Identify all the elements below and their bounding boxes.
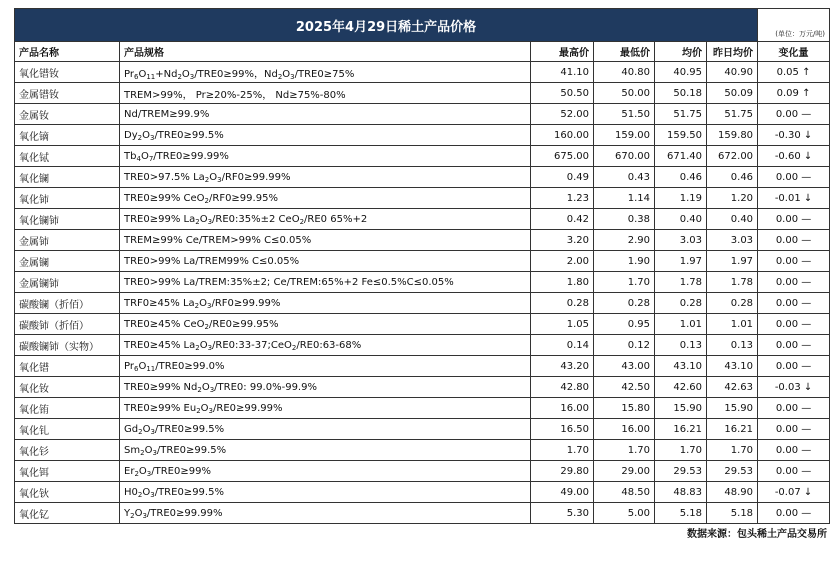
cell-prev: 16.21 bbox=[707, 419, 758, 440]
cell-avg: 0.46 bbox=[655, 167, 707, 188]
cell-high: 0.14 bbox=[531, 335, 594, 356]
cell-avg: 0.13 bbox=[655, 335, 707, 356]
cell-name: 碳酸铈（折佰） bbox=[15, 314, 120, 335]
cell-change: 0.00 — bbox=[758, 461, 830, 482]
cell-change: 0.09 ↑ bbox=[758, 83, 830, 104]
cell-avg: 0.40 bbox=[655, 209, 707, 230]
cell-change: 0.00 — bbox=[758, 104, 830, 125]
cell-avg: 42.60 bbox=[655, 377, 707, 398]
cell-spec: $Pr_6O_{11}/TRE0\ge 99.0\%$ bbox=[120, 356, 531, 377]
table-row bbox=[15, 440, 830, 461]
cell-high: 160.00 bbox=[531, 125, 594, 146]
table-row bbox=[15, 125, 830, 146]
cell-avg: 671.40 bbox=[655, 146, 707, 167]
cell-prev: 42.63 bbox=[707, 377, 758, 398]
header-prev: 昨日均价 bbox=[707, 42, 758, 62]
cell-prev: 0.46 bbox=[707, 167, 758, 188]
cell-high: 1.80 bbox=[531, 272, 594, 293]
cell-name: 氧化钬 bbox=[15, 482, 120, 503]
cell-change: 0.00 — bbox=[758, 251, 830, 272]
cell-low: 0.12 bbox=[594, 335, 655, 356]
table-row bbox=[15, 356, 830, 377]
cell-high: 1.70 bbox=[531, 440, 594, 461]
cell-low: 1.14 bbox=[594, 188, 655, 209]
table-row bbox=[15, 314, 830, 335]
footer-table bbox=[14, 524, 829, 541]
cell-avg: 29.53 bbox=[655, 461, 707, 482]
cell-name: 氧化镧铈 bbox=[15, 209, 120, 230]
table-row bbox=[15, 419, 830, 440]
cell-avg: 15.90 bbox=[655, 398, 707, 419]
cell-change: -0.03 ↓ bbox=[758, 377, 830, 398]
header-row bbox=[15, 42, 830, 62]
cell-high: 50.50 bbox=[531, 83, 594, 104]
cell-avg: 1.97 bbox=[655, 251, 707, 272]
cell-change: 0.00 — bbox=[758, 503, 830, 524]
cell-spec: $Sm_2O_3/TRE0\ge 99.5\%$ bbox=[120, 440, 531, 461]
cell-prev: 1.97 bbox=[707, 251, 758, 272]
table-row bbox=[15, 188, 830, 209]
cell-name: 氧化铕 bbox=[15, 398, 120, 419]
cell-change: 0.00 — bbox=[758, 440, 830, 461]
cell-prev: 1.70 bbox=[707, 440, 758, 461]
cell-prev: 40.90 bbox=[707, 62, 758, 83]
table-row bbox=[15, 230, 830, 251]
cell-spec: $Y_2O_3/TRE0\ge 99.99\%$ bbox=[120, 503, 531, 524]
cell-high: 29.80 bbox=[531, 461, 594, 482]
price-table bbox=[14, 8, 830, 524]
cell-spec: $Dy_2O_3/TRE0\ge 99.5\%$ bbox=[120, 125, 531, 146]
cell-name: 金属钕 bbox=[15, 104, 120, 125]
cell-spec: TRE0≥99% CeO$_2$/RF0≥99.95% bbox=[120, 188, 531, 209]
unit-label: (单位：万元/吨) bbox=[758, 9, 830, 42]
cell-change: 0.00 — bbox=[758, 293, 830, 314]
cell-name: 氧化镝 bbox=[15, 125, 120, 146]
cell-spec: TRE0≥99% $Eu_2O_3/RE0\ge 99.99\%$ bbox=[120, 398, 531, 419]
table-row bbox=[15, 62, 830, 83]
cell-spec: TRE0≥45% CeO$_2$/RE0≥99.95% bbox=[120, 314, 531, 335]
cell-spec: TRE0≥99% $La_2O_3/RE0:35\%\pm 2$ CeO$_2$/RE0 65%+2 bbox=[120, 209, 531, 230]
cell-prev: 50.09 bbox=[707, 83, 758, 104]
header-spec: 产品规格 bbox=[120, 42, 531, 62]
table-row bbox=[15, 293, 830, 314]
cell-prev: 29.53 bbox=[707, 461, 758, 482]
cell-avg: 51.75 bbox=[655, 104, 707, 125]
cell-change: 0.05 ↑ bbox=[758, 62, 830, 83]
table-row bbox=[15, 272, 830, 293]
title-row bbox=[15, 9, 830, 42]
table-row bbox=[15, 146, 830, 167]
cell-low: 16.00 bbox=[594, 419, 655, 440]
cell-spec: $Pr_6O_{11}+Nd_2O_3/TRE0\ge 99\%$，$Nd_2O_3/TRE0\ge 75\%$ bbox=[120, 62, 531, 83]
cell-name: 氧化钇 bbox=[15, 503, 120, 524]
cell-name: 氧化钆 bbox=[15, 419, 120, 440]
price-table-container bbox=[14, 8, 829, 541]
cell-low: 51.50 bbox=[594, 104, 655, 125]
cell-high: 42.80 bbox=[531, 377, 594, 398]
cell-low: 0.43 bbox=[594, 167, 655, 188]
cell-low: 29.00 bbox=[594, 461, 655, 482]
cell-name: 氧化钐 bbox=[15, 440, 120, 461]
cell-change: -0.07 ↓ bbox=[758, 482, 830, 503]
table-row bbox=[15, 461, 830, 482]
cell-high: 675.00 bbox=[531, 146, 594, 167]
cell-spec: TREM≥99% Ce/TREM>99% C≤0.05% bbox=[120, 230, 531, 251]
cell-name: 氧化铈 bbox=[15, 188, 120, 209]
cell-name: 氧化铒 bbox=[15, 461, 120, 482]
table-row bbox=[15, 104, 830, 125]
cell-prev: 1.78 bbox=[707, 272, 758, 293]
cell-name: 金属铈 bbox=[15, 230, 120, 251]
cell-low: 2.90 bbox=[594, 230, 655, 251]
cell-high: 41.10 bbox=[531, 62, 594, 83]
cell-prev: 43.10 bbox=[707, 356, 758, 377]
cell-avg: 3.03 bbox=[655, 230, 707, 251]
cell-name: 碳酸镧（折佰） bbox=[15, 293, 120, 314]
table-row bbox=[15, 377, 830, 398]
cell-spec: TRE0>99% La/TREM:35%±2; Ce/TREM:65%+2 Fe≤0.5%C≤0.05% bbox=[120, 272, 531, 293]
cell-prev: 0.40 bbox=[707, 209, 758, 230]
cell-low: 1.90 bbox=[594, 251, 655, 272]
cell-low: 48.50 bbox=[594, 482, 655, 503]
cell-prev: 159.80 bbox=[707, 125, 758, 146]
cell-low: 1.70 bbox=[594, 272, 655, 293]
cell-spec: TRE0>99% La/TREM99% C≤0.05% bbox=[120, 251, 531, 272]
cell-prev: 15.90 bbox=[707, 398, 758, 419]
cell-low: 50.00 bbox=[594, 83, 655, 104]
table-row bbox=[15, 167, 830, 188]
header-name: 产品名称 bbox=[15, 42, 120, 62]
cell-change: -0.30 ↓ bbox=[758, 125, 830, 146]
cell-name: 金属镧 bbox=[15, 251, 120, 272]
cell-high: 16.00 bbox=[531, 398, 594, 419]
cell-spec: TRE0≥45% $La_2O_3/RE0:33-37;CeO_2/RE0:63-68\%$ bbox=[120, 335, 531, 356]
cell-avg: 1.70 bbox=[655, 440, 707, 461]
cell-name: 氧化铽 bbox=[15, 146, 120, 167]
cell-prev: 48.90 bbox=[707, 482, 758, 503]
cell-avg: 40.95 bbox=[655, 62, 707, 83]
cell-high: 3.20 bbox=[531, 230, 594, 251]
cell-change: -0.01 ↓ bbox=[758, 188, 830, 209]
cell-avg: 1.19 bbox=[655, 188, 707, 209]
cell-spec: TRE0≥99% $Nd_2O_3/TRE0$: 99.0%-99.9% bbox=[120, 377, 531, 398]
cell-change: -0.60 ↓ bbox=[758, 146, 830, 167]
cell-spec: $H0_2O_3/TRE0\ge 99.5\%$ bbox=[120, 482, 531, 503]
table-row bbox=[15, 209, 830, 230]
cell-change: 0.00 — bbox=[758, 335, 830, 356]
cell-name: 氧化镨钕 bbox=[15, 62, 120, 83]
cell-prev: 0.28 bbox=[707, 293, 758, 314]
cell-high: 1.05 bbox=[531, 314, 594, 335]
cell-spec: TRF0≥45% $La_2O_3/RF0\ge 99.99\%$ bbox=[120, 293, 531, 314]
cell-prev: 3.03 bbox=[707, 230, 758, 251]
cell-avg: 1.78 bbox=[655, 272, 707, 293]
cell-spec: $Tb_4O_7/TRE0\ge 99.99\%$ bbox=[120, 146, 531, 167]
cell-high: 0.42 bbox=[531, 209, 594, 230]
table-row bbox=[15, 398, 830, 419]
cell-spec: Nd/TREM≥99.9% bbox=[120, 104, 531, 125]
cell-change: 0.00 — bbox=[758, 209, 830, 230]
table-row bbox=[15, 482, 830, 503]
table-row bbox=[15, 251, 830, 272]
header-low: 最低价 bbox=[594, 42, 655, 62]
cell-low: 40.80 bbox=[594, 62, 655, 83]
cell-prev: 5.18 bbox=[707, 503, 758, 524]
cell-prev: 0.13 bbox=[707, 335, 758, 356]
cell-high: 16.50 bbox=[531, 419, 594, 440]
cell-prev: 672.00 bbox=[707, 146, 758, 167]
table-title: 2025年4月29日稀土产品价格 bbox=[15, 9, 758, 42]
cell-prev: 1.01 bbox=[707, 314, 758, 335]
cell-change: 0.00 — bbox=[758, 230, 830, 251]
cell-name: 金属镨钕 bbox=[15, 83, 120, 104]
cell-name: 碳酸镧铈（实物） bbox=[15, 335, 120, 356]
header-high: 最高价 bbox=[531, 42, 594, 62]
cell-name: 氧化镧 bbox=[15, 167, 120, 188]
cell-prev: 1.20 bbox=[707, 188, 758, 209]
cell-avg: 159.50 bbox=[655, 125, 707, 146]
cell-change: 0.00 — bbox=[758, 167, 830, 188]
cell-high: 52.00 bbox=[531, 104, 594, 125]
cell-avg: 1.01 bbox=[655, 314, 707, 335]
cell-change: 0.00 — bbox=[758, 314, 830, 335]
cell-low: 670.00 bbox=[594, 146, 655, 167]
cell-high: 1.23 bbox=[531, 188, 594, 209]
cell-spec: TREM>99%， Pr≥20%-25%， Nd≥75%-80% bbox=[120, 83, 531, 104]
cell-spec: $Er_2O_3/TRE0\ge 99\%$ bbox=[120, 461, 531, 482]
table-row bbox=[15, 83, 830, 104]
cell-low: 159.00 bbox=[594, 125, 655, 146]
data-source: 数据来源：包头稀土产品交易所 bbox=[687, 529, 827, 540]
cell-avg: 43.10 bbox=[655, 356, 707, 377]
cell-name: 金属镧铈 bbox=[15, 272, 120, 293]
cell-avg: 48.83 bbox=[655, 482, 707, 503]
cell-avg: 5.18 bbox=[655, 503, 707, 524]
cell-change: 0.00 — bbox=[758, 419, 830, 440]
header-change: 变化量 bbox=[758, 42, 830, 62]
cell-low: 42.50 bbox=[594, 377, 655, 398]
cell-prev: 51.75 bbox=[707, 104, 758, 125]
cell-low: 43.00 bbox=[594, 356, 655, 377]
cell-avg: 0.28 bbox=[655, 293, 707, 314]
cell-spec: TRE0>97.5% $La_2O_3/RF0\ge 99.99\%$ bbox=[120, 167, 531, 188]
table-row bbox=[15, 335, 830, 356]
cell-high: 2.00 bbox=[531, 251, 594, 272]
cell-name: 氧化钕 bbox=[15, 377, 120, 398]
header-avg: 均价 bbox=[655, 42, 707, 62]
cell-low: 0.28 bbox=[594, 293, 655, 314]
cell-change: 0.00 — bbox=[758, 398, 830, 419]
cell-avg: 50.18 bbox=[655, 83, 707, 104]
cell-low: 0.95 bbox=[594, 314, 655, 335]
cell-high: 0.28 bbox=[531, 293, 594, 314]
cell-avg: 16.21 bbox=[655, 419, 707, 440]
cell-high: 5.30 bbox=[531, 503, 594, 524]
table-row bbox=[15, 503, 830, 524]
cell-low: 1.70 bbox=[594, 440, 655, 461]
cell-low: 5.00 bbox=[594, 503, 655, 524]
cell-low: 0.38 bbox=[594, 209, 655, 230]
cell-change: 0.00 — bbox=[758, 272, 830, 293]
cell-change: 0.00 — bbox=[758, 356, 830, 377]
cell-high: 49.00 bbox=[531, 482, 594, 503]
cell-high: 0.49 bbox=[531, 167, 594, 188]
cell-name: 氧化镨 bbox=[15, 356, 120, 377]
cell-high: 43.20 bbox=[531, 356, 594, 377]
cell-low: 15.80 bbox=[594, 398, 655, 419]
cell-spec: $Gd_2O_3/TRE0\ge 99.5\%$ bbox=[120, 419, 531, 440]
